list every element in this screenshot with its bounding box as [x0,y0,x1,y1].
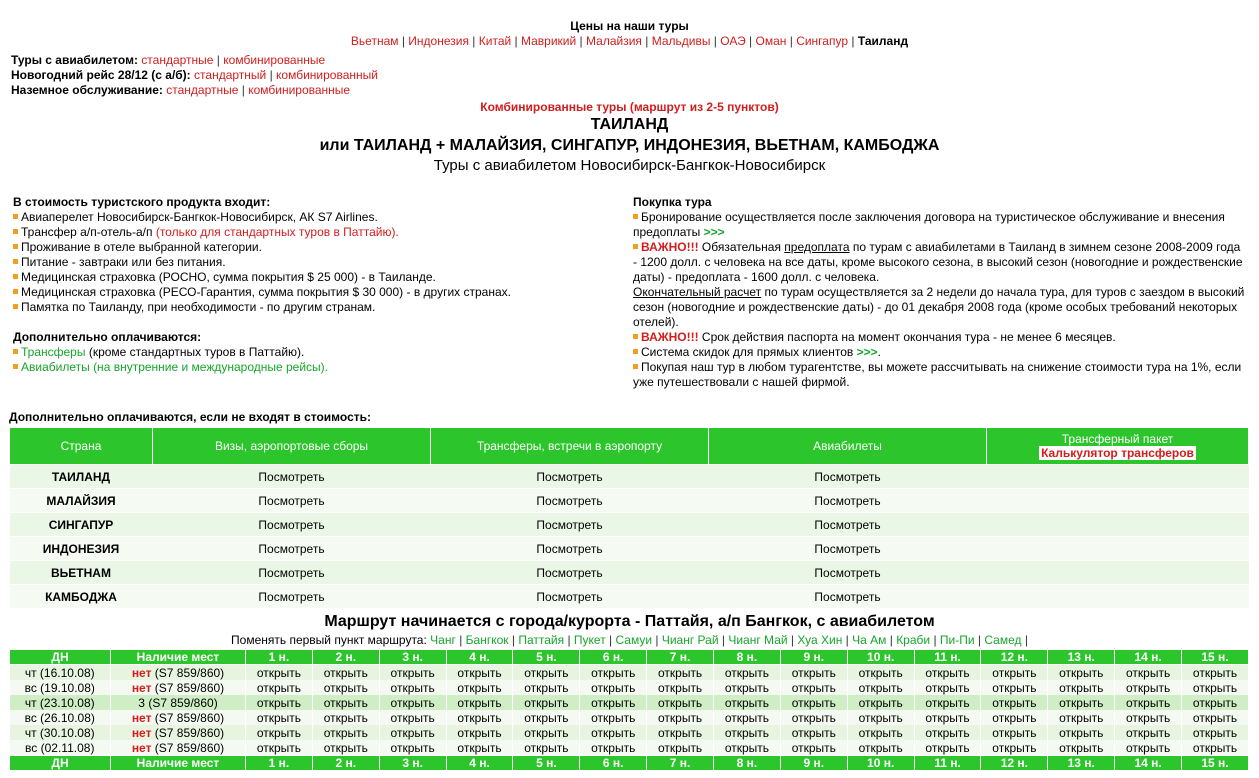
open-link[interactable]: открыть [925,680,970,695]
purchase-item: ВАЖНО!!! Срок действия паспорта на момент окончания тура - не менее 6 месяцев. [633,330,1245,345]
purchase-heading: Покупка тура [633,195,712,209]
more-link[interactable]: >>> [703,225,725,239]
bullet-icon [13,274,18,279]
purchase-item: Система скидок для прямых клиентов >>>. [633,345,1245,360]
country-link[interactable]: Китай [478,34,512,48]
open-link[interactable]: открыть [657,695,703,710]
open-link[interactable]: открыть [1126,740,1171,755]
transfer-calculator-link[interactable]: Калькулятор трансферов [1041,446,1194,460]
col-nights: 12 н. [981,756,1048,771]
route-place-link[interactable]: Краби [896,633,931,647]
open-link[interactable]: открыть [1059,725,1104,740]
separator: | [710,34,721,48]
col-nights: 14 н. [1115,756,1182,771]
view-link[interactable]: Посмотреть [258,469,325,484]
open-link[interactable]: открыть [524,665,569,680]
view-link[interactable]: Посмотреть [258,493,325,508]
open-link[interactable]: открыть [323,710,368,725]
separator: | [848,34,858,48]
bullet-icon [633,364,638,369]
col-nights: 7 н. [647,756,714,771]
view-link[interactable]: Посмотреть [536,541,603,556]
table-row [10,710,1249,725]
col-nights: 5 н. [513,756,580,771]
tour-type-links [11,53,378,98]
tour-type-row: Наземное обслуживание: стандартные | комбинированные [11,83,351,97]
open-link[interactable]: открыть [724,695,770,710]
open-link[interactable]: открыть [256,680,302,695]
open-link[interactable]: открыть [925,665,970,680]
open-link[interactable]: открыть [1192,725,1238,740]
col-nights: 1 н. [246,650,313,665]
col-nights: 2 н. [312,756,379,771]
open-link[interactable]: открыть [992,665,1037,680]
bullet-icon [13,349,18,354]
separator: | [468,34,479,48]
availability-cell: нет (S7 859/860) [111,740,246,756]
col-nights: 9 н. [780,756,847,771]
open-link[interactable]: открыть [256,725,302,740]
col-nights: 4 н. [446,756,513,771]
col-day: ДН [10,756,111,771]
route-place-link[interactable]: Самуи [615,633,653,647]
discount-link[interactable]: >>> [856,345,878,359]
open-link[interactable]: открыть [1192,680,1238,695]
separator: | [576,34,587,48]
table-row [10,465,1249,489]
open-link[interactable]: открыть [657,740,703,755]
open-link[interactable]: открыть [390,665,435,680]
open-link[interactable]: открыть [1059,665,1104,680]
country-cell: КАМБОДЖА [10,585,153,609]
bullet-icon [13,289,18,294]
col-tickets: Авиабилеты [709,428,987,465]
open-link[interactable]: открыть [457,725,502,740]
included-item: Проживание в отеле выбранной категории. [13,240,613,255]
view-link[interactable]: Посмотреть [814,517,881,532]
open-link[interactable]: открыть [858,695,903,710]
open-link[interactable]: открыть [524,740,569,755]
open-link[interactable]: открыть [591,740,636,755]
status-badge: нет [131,680,152,695]
table-row [10,561,1249,585]
open-link[interactable]: открыть [791,665,836,680]
included-item: Медицинская страховка (РОСНО, сумма покрытия $ 25 000) - в Таиланде. [13,270,613,285]
tour-link[interactable]: стандартные [166,83,239,97]
open-link[interactable]: открыть [1192,665,1238,680]
open-link[interactable]: открыть [724,680,770,695]
country-cell: СИНГАПУР [10,513,153,537]
open-link[interactable]: открыть [1059,695,1104,710]
open-link[interactable]: открыть [457,665,502,680]
extra-link[interactable]: Трансферы [21,345,86,359]
sub-title: или ТАИЛАНД + МАЛАЙЗИЯ, СИНГАПУР, ИНДОНЕЗИЯ, ВЬЕТНАМ, КАМБОДЖА [319,137,940,154]
country-nav [0,34,1259,48]
open-link[interactable]: открыть [992,680,1037,695]
col-nights: 6 н. [580,756,647,771]
date-cell: вс (02.11.08) [10,740,111,756]
included-item: Памятка по Таиланду, при необходимости - по другим странам. [13,300,613,315]
tour-link[interactable]: стандартные [141,53,214,67]
extra-heading: Дополнительно оплачиваются: [13,330,202,344]
table-row [10,665,1249,681]
bullet-icon [13,259,18,264]
open-link[interactable]: открыть [390,725,435,740]
availability-cell: нет (S7 859/860) [111,680,246,695]
open-link[interactable]: открыть [1126,695,1171,710]
date-cell: чт (23.10.08) [10,695,111,710]
open-link[interactable]: открыть [858,740,903,755]
open-link[interactable]: открыть [457,680,502,695]
open-link[interactable]: открыть [390,710,435,725]
table-row [10,725,1249,740]
country-link[interactable]: Оман [755,34,787,48]
separator: | [511,34,521,48]
open-link[interactable]: открыть [524,710,569,725]
view-link[interactable]: Посмотреть [814,469,881,484]
open-link[interactable]: открыть [1192,710,1238,725]
table-row [10,585,1249,609]
table-row [10,489,1249,513]
open-link[interactable]: открыть [457,740,502,755]
col-nights: 7 н. [647,650,714,665]
date-cell: вс (19.10.08) [10,680,111,695]
country-link[interactable]: Вьетнам [350,34,399,48]
view-link[interactable]: Посмотреть [258,589,325,604]
route-title: Маршрут начинается с города/курорта - Паттайя, а/п Бангкок, с авиабилетом [324,613,935,630]
bullet-icon [13,244,18,249]
view-link[interactable]: Посмотреть [536,565,603,580]
col-nights: 9 н. [780,650,847,665]
route-place-link[interactable]: Чианг Рай [661,633,719,647]
country-cell: МАЛАЙЗИЯ [10,489,153,513]
open-link[interactable]: открыть [791,695,836,710]
tour-type-row: Новогодний рейс 28/12 (с а/б): стандартный | комбинированный [11,68,378,82]
open-link[interactable]: открыть [992,740,1037,755]
open-link[interactable]: открыть [524,680,569,695]
open-link[interactable]: открыть [724,740,770,755]
open-link[interactable]: открыть [323,740,368,755]
col-nights: 8 н. [714,756,781,771]
included-item: Медицинская страховка (РЕСО-Гарантия, сумма покрытия $ 30 000) - в других странах. [13,285,613,300]
country-link[interactable]: ОАЭ [720,34,746,48]
separator: | [745,34,756,48]
tour-link[interactable]: стандартный [194,68,267,82]
open-link[interactable]: открыть [858,725,903,740]
col-nights: 14 н. [1115,650,1182,665]
country-cell: ИНДОНЕЗИЯ [10,537,153,561]
bullet-icon [633,214,638,219]
extra-table-caption: Дополнительно оплачиваются, если не входят в стоимость: [9,410,371,424]
view-link[interactable]: Посмотреть [536,517,603,532]
col-nights: 2 н. [312,650,379,665]
col-nights: 11 н. [914,756,981,771]
open-link[interactable]: открыть [323,680,368,695]
table-row [10,740,1249,756]
open-link[interactable]: открыть [524,695,569,710]
route-place-link[interactable]: Ча Ам [852,633,887,647]
bullet-icon [13,229,18,234]
open-link[interactable]: открыть [791,725,836,740]
date-cell: чт (16.10.08) [10,665,111,681]
open-link[interactable]: открыть [256,710,302,725]
separator: | [398,34,409,48]
availability-cell: нет (S7 859/860) [111,710,246,725]
col-nights: 6 н. [580,650,647,665]
open-link[interactable]: открыть [1192,695,1238,710]
purchase-item: ВАЖНО!!! Обязательная предоплата по турам с авиабилетами в Таиланд в зимнем сезоне 2008-2009 года - 1200 долл. с человека на все даты, кроме высокого сезона, в высокий сезон (новогодние и рождественские даты) - предоплата - 1600 долл. с человека. Окончательный расчет по турам осуществляется за 2 недели до начала тура, для туров с заездом в высокий сезон (новогодние и рождественские даты) - до 01 декабря 2008 года (кроме особых требований некоторых отелей). [633,240,1245,329]
open-link[interactable]: открыть [1126,725,1171,740]
view-link[interactable]: Посмотреть [814,541,881,556]
col-country: Страна [10,428,153,465]
status-badge: нет [131,665,152,680]
tour-link[interactable]: комбинированный [276,68,378,82]
open-link[interactable]: открыть [791,680,836,695]
open-link[interactable]: открыть [390,695,435,710]
open-link[interactable]: открыть [1126,665,1171,680]
open-link[interactable]: открыть [925,695,970,710]
main-title: ТАИЛАНД [590,116,669,133]
purchase-section [633,195,1245,390]
status-badge: 3 [138,695,145,710]
view-link[interactable]: Посмотреть [536,469,603,484]
open-link[interactable]: открыть [925,710,970,725]
route-place-link[interactable]: Самед [984,633,1022,647]
view-link[interactable]: Посмотреть [814,493,881,508]
extra-costs-table [9,427,1249,609]
open-link[interactable]: открыть [724,710,770,725]
col-nights: 4 н. [446,650,513,665]
col-nights: 10 н. [847,756,914,771]
open-link[interactable]: открыть [657,665,703,680]
open-link[interactable]: открыть [657,680,703,695]
open-link[interactable]: открыть [1126,680,1171,695]
included-section [13,195,613,375]
route-change: Поменять первый пункт маршрута: Чанг | Бангкок | Паттайя | Пукет | Самуи | Чианг Рай | Чианг Май | Хуа Хин | Ча Ам | Краби | Пи-Пи | Самед | [231,633,1028,647]
route-place-link[interactable]: Пи-Пи [939,633,975,647]
open-link[interactable]: открыть [1192,740,1238,755]
table-row [10,537,1249,561]
open-link[interactable]: открыть [992,725,1037,740]
included-item: Трансфер а/п-отель-а/п (только для стандартных туров в Паттайю). [13,225,613,240]
open-link[interactable]: открыть [457,710,502,725]
page-title: Цены на наши туры [570,19,689,33]
view-link[interactable]: Посмотреть [258,541,325,556]
route-place-link[interactable]: Пукет [573,633,606,647]
open-link[interactable]: открыть [591,695,636,710]
view-link[interactable]: Посмотреть [814,589,881,604]
combo-title: Комбинированные туры (маршрут из 2-5 пунктов) [480,100,779,114]
view-link[interactable]: Посмотреть [536,589,603,604]
open-link[interactable]: открыть [724,725,770,740]
separator: | [786,34,797,48]
tour-link[interactable]: комбинированные [223,53,326,67]
flight-title: Туры с авиабилетом Новосибирск-Бангкок-Новосибирск [433,157,826,174]
table-row [10,680,1249,695]
open-link[interactable]: открыть [1059,740,1104,755]
extra-link[interactable]: Авиабилеты (на внутренние и международные рейсы). [21,360,329,374]
route-place-link[interactable]: Паттайя [518,633,565,647]
included-item: Питание - завтраки или без питания. [13,255,613,270]
col-nights: 15 н. [1182,756,1249,771]
col-nights: 13 н. [1048,756,1115,771]
open-link[interactable]: открыть [1059,680,1104,695]
status-badge: нет [131,740,152,755]
purchase-item: Бронирование осуществляется после заключения договора на туристическое обслуживание и внесения предоплаты >>> [633,210,1225,239]
col-availability: Наличие мест [111,756,246,771]
bullet-icon [633,349,638,354]
included-item: Авиаперелет Новосибирск-Бангкок-Новосибирск, АК S7 Airlines. [13,210,613,225]
open-link[interactable]: открыть [992,710,1037,725]
current-country: Таиланд [857,34,909,48]
availability-cell: нет (S7 859/860) [111,665,246,681]
tour-type-row: Туры с авиабилетом: стандартные | комбинированные [11,53,326,67]
bullet-icon [13,214,18,219]
open-link[interactable]: открыть [1126,710,1171,725]
open-link[interactable]: открыть [256,740,302,755]
included-heading: В стоимость туристского продукта входит: [13,195,271,209]
open-link[interactable]: открыть [256,665,302,680]
col-nights: 1 н. [246,756,313,771]
view-link[interactable]: Посмотреть [536,493,603,508]
open-link[interactable]: открыть [858,665,903,680]
route-place-link[interactable]: Хуа Хин [797,633,843,647]
open-link[interactable]: открыть [323,665,368,680]
purchase-item: Покупая наш тур в любом турагентстве, вы можете рассчитывать на снижение стоимости тура на 1%, если уже путешествовали с нашей фирмой. [633,360,1242,389]
view-link[interactable]: Посмотреть [814,565,881,580]
col-nights: 8 н. [714,650,781,665]
bullet-icon [13,304,18,309]
col-nights: 3 н. [379,650,446,665]
country-link[interactable]: Маврикий [521,34,577,48]
open-link[interactable]: открыть [925,725,970,740]
open-link[interactable]: открыть [390,680,435,695]
route-place-link[interactable]: Чианг Май [728,633,788,647]
bullet-icon [633,334,638,339]
date-cell: вс (26.10.08) [10,710,111,725]
country-link[interactable]: Мальдивы [651,34,711,48]
open-link[interactable]: открыть [791,740,836,755]
open-link[interactable]: открыть [724,665,770,680]
open-link[interactable]: открыть [591,665,636,680]
open-link[interactable]: открыть [791,710,836,725]
col-nights: 11 н. [914,650,981,665]
col-nights: 10 н. [847,650,914,665]
open-link[interactable]: открыть [323,725,368,740]
extra-item: Трансферы (кроме стандартных туров в Паттайю). [13,345,613,360]
status-badge: нет [131,725,152,740]
open-link[interactable]: открыть [657,710,703,725]
note-link[interactable]: (только для стандартных туров в Паттайю). [155,225,399,239]
col-nights: 13 н. [1048,650,1115,665]
table-row [10,695,1249,710]
route-place-link[interactable]: Бангкок [465,633,509,647]
view-link[interactable]: Посмотреть [258,565,325,580]
open-link[interactable]: открыть [390,740,435,755]
open-link[interactable]: открыть [858,710,903,725]
open-link[interactable]: открыть [992,695,1037,710]
status-badge: нет [131,710,152,725]
route-place-link[interactable]: Чанг [430,633,456,647]
open-link[interactable]: открыть [858,680,903,695]
open-link[interactable]: открыть [591,725,636,740]
bullet-icon [13,364,18,369]
col-nights: 3 н. [379,756,446,771]
extra-item [13,360,613,375]
availability-cell: нет (S7 859/860) [111,725,246,740]
col-transfer-pkg: Трансферный пакет Калькулятор трансферов [987,428,1249,465]
table-row [10,513,1249,537]
separator: | [641,34,652,48]
open-link[interactable]: открыть [925,740,970,755]
schedule-table [9,649,1249,771]
country-cell: ВЬЕТНАМ [10,561,153,585]
availability-cell: 3 (S7 859/860) [111,695,246,710]
open-link[interactable]: открыть [457,695,502,710]
country-link[interactable]: Малайзия [586,34,642,48]
col-visa: Визы, аэропортовые сборы [153,428,431,465]
open-link[interactable]: открыть [256,695,302,710]
col-availability: Наличие мест [111,650,246,665]
col-day: ДН [10,650,111,665]
country-link[interactable]: Индонезия [408,34,469,48]
open-link[interactable]: открыть [323,695,368,710]
date-cell: чт (30.10.08) [10,725,111,740]
open-link[interactable]: открыть [591,680,636,695]
col-transfers: Трансферы, встречи в аэропорту [431,428,709,465]
open-link[interactable]: открыть [657,725,703,740]
country-link[interactable]: Сингапур [796,34,849,48]
col-nights: 15 н. [1182,650,1249,665]
tour-link[interactable]: комбинированные [248,83,351,97]
view-link[interactable]: Посмотреть [258,517,325,532]
open-link[interactable]: открыть [1059,710,1104,725]
col-nights: 5 н. [513,650,580,665]
bullet-icon [633,244,638,249]
col-nights: 12 н. [981,650,1048,665]
open-link[interactable]: открыть [524,725,569,740]
country-cell: ТАИЛАНД [10,465,153,489]
open-link[interactable]: открыть [591,710,636,725]
